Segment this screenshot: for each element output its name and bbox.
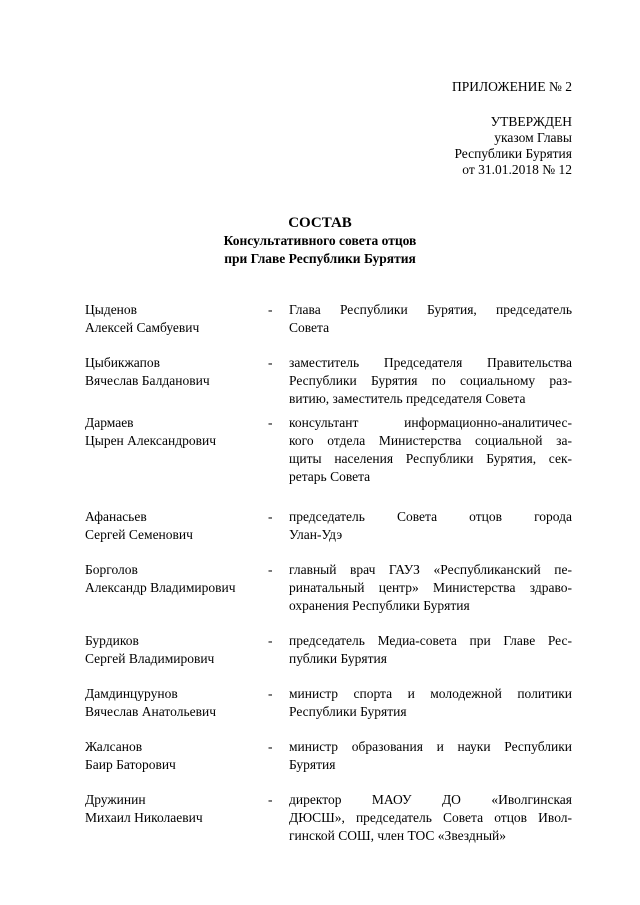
member-name xyxy=(85,561,265,597)
role-line: консультант информационно-аналитичес- xyxy=(289,415,572,430)
member-role xyxy=(289,632,572,668)
member-role xyxy=(289,738,572,774)
member-surname: Жалсанов xyxy=(85,739,143,754)
member-name xyxy=(85,354,265,390)
role-line: ДЮСШ», председатель Совета отцов Ивол- xyxy=(289,810,572,825)
document-title xyxy=(0,214,640,268)
member-row xyxy=(85,791,572,845)
member-row xyxy=(85,685,572,721)
role-line: ретарь Совета xyxy=(289,469,371,484)
dash: - xyxy=(268,302,273,317)
role-line: главный врач ГАУЗ «Республиканский пе- xyxy=(289,562,572,577)
role-line: министр образования и науки Республики xyxy=(289,739,572,754)
member-surname: Борголов xyxy=(85,562,138,577)
member-role xyxy=(289,414,572,486)
role-line: директор МАОУ ДО «Иволгинская xyxy=(289,792,572,807)
member-given-name: Вячеслав Анатольевич xyxy=(85,704,216,719)
approval-line: УТВЕРЖДЕН xyxy=(490,114,572,129)
role-line: Республики Бурятия xyxy=(289,704,407,719)
member-role xyxy=(289,508,572,544)
member-name xyxy=(85,414,265,450)
member-name xyxy=(85,632,265,668)
member-role xyxy=(289,791,572,845)
role-line: кого отдела Министерства социальной за- xyxy=(289,433,572,448)
role-line: Улан-Удэ xyxy=(289,527,343,542)
member-given-name: Алексей Самбуевич xyxy=(85,320,200,335)
role-line: публики Бурятия xyxy=(289,651,387,666)
role-line: министр спорта и молодежной политики xyxy=(289,686,572,701)
member-given-name: Вячеслав Балданович xyxy=(85,373,210,388)
dash: - xyxy=(268,739,273,754)
title-line: Консультативного совета отцов xyxy=(223,233,417,248)
member-name xyxy=(85,508,265,544)
role-line: Республики Бурятия по социальному раз- xyxy=(289,373,572,388)
member-row xyxy=(85,738,572,774)
role-line: председатель Медиа-совета при Главе Рес- xyxy=(289,633,572,648)
dash: - xyxy=(268,415,273,430)
approval-line: Республики Бурятия xyxy=(454,146,572,161)
dash: - xyxy=(268,355,273,370)
member-surname: Дармаев xyxy=(85,415,134,430)
role-line: Совета xyxy=(289,320,330,335)
member-row xyxy=(85,561,572,615)
member-given-name: Сергей Семенович xyxy=(85,527,193,542)
member-row xyxy=(85,508,572,544)
role-line: витию, заместитель председателя Совета xyxy=(289,391,526,406)
role-line: Глава Республики Бурятия, председатель xyxy=(289,302,572,317)
member-role xyxy=(289,354,572,408)
member-surname: Цыденов xyxy=(85,302,138,317)
member-row xyxy=(85,632,572,668)
member-surname: Цыбикжапов xyxy=(85,355,160,370)
role-line: щиты населения Республики Бурятия, сек- xyxy=(289,451,572,466)
member-surname: Дамдинцурунов xyxy=(85,686,178,701)
dash: - xyxy=(268,633,273,648)
title-line: СОСТАВ xyxy=(288,215,352,231)
member-role xyxy=(289,685,572,721)
dash: - xyxy=(268,562,273,577)
member-given-name: Сергей Владимирович xyxy=(85,651,215,666)
role-line: председатель Совета отцов города xyxy=(289,509,572,524)
member-given-name: Александр Владимирович xyxy=(85,580,236,595)
member-given-name: Баир Баторович xyxy=(85,757,176,772)
role-line: охранения Республики Бурятия xyxy=(289,598,470,613)
member-row xyxy=(85,301,572,337)
member-surname: Бурдиков xyxy=(85,633,139,648)
appendix-label: ПРИЛОЖЕНИЕ № 2 xyxy=(451,79,572,94)
member-given-name: Цырен Александрович xyxy=(85,433,216,448)
member-surname: Афанасьев xyxy=(85,509,147,524)
role-line: заместитель Председателя Правительства xyxy=(289,355,572,370)
approval-line: от 31.01.2018 № 12 xyxy=(462,162,572,177)
dash: - xyxy=(268,686,273,701)
member-name xyxy=(85,685,265,721)
members-list xyxy=(85,301,572,845)
role-line: гинской СОШ, член ТОС «Звездный» xyxy=(289,828,506,843)
approval-line: указом Главы xyxy=(494,130,572,145)
dash: - xyxy=(268,792,273,807)
role-line: Бурятия xyxy=(289,757,336,772)
dash: - xyxy=(268,509,273,524)
member-name xyxy=(85,791,265,827)
role-line: ринатальный центр» Министерства здраво- xyxy=(289,580,572,595)
member-role xyxy=(289,301,572,337)
member-name xyxy=(85,301,265,337)
member-row xyxy=(85,354,572,408)
member-surname: Дружинин xyxy=(85,792,146,807)
member-given-name: Михаил Николаевич xyxy=(85,810,203,825)
title-line: при Главе Республики Бурятия xyxy=(224,251,416,266)
member-row xyxy=(85,414,572,486)
member-name xyxy=(85,738,265,774)
member-role xyxy=(289,561,572,615)
approval-block xyxy=(454,114,572,178)
